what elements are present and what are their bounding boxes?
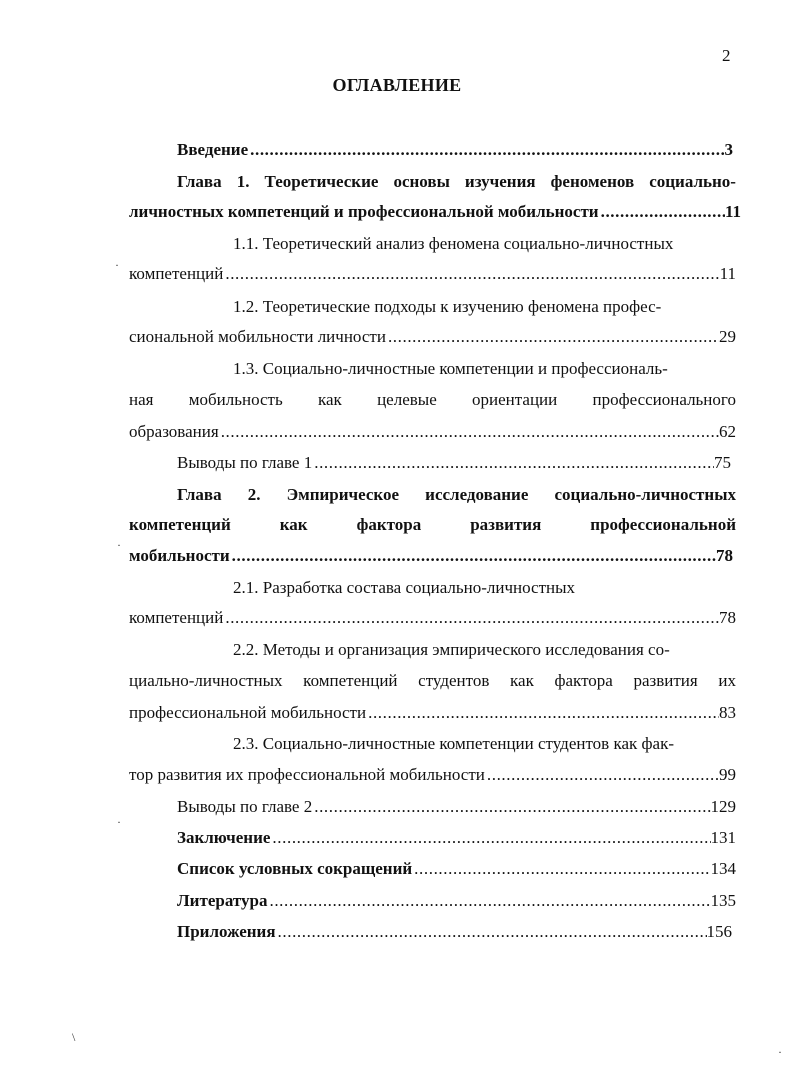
toc-section-1-2-line-2[interactable]: сиональной мобильности личности ..... 29 [129, 326, 736, 348]
page-number: 2 [722, 46, 731, 65]
toc-section-2-2-line-1[interactable]: 2.2. Методы и организация эмпирического исследования со- [233, 640, 670, 659]
toc-conclusions-chapter-1[interactable]: Выводы по главе 1 ..... 75 [177, 452, 731, 474]
toc-section-2-3-line-1[interactable]: 2.3. Социально-личностные компетенции студентов как фак- [233, 734, 674, 753]
scan-speck: · [115, 258, 119, 272]
toc-page: 78 [716, 546, 733, 565]
toc-chapter-1-line-1[interactable]: Глава 1. Теоретические основы изучения феноменов социально- [177, 172, 736, 191]
toc-section-1-1-line-1[interactable]: 1.1. Теоретический анализ феномена социально-личностных [233, 234, 674, 253]
scan-speck: · [778, 1045, 782, 1059]
toc-section-1-2-line-1[interactable]: 1.2. Теоретические подходы к изучению феномена профес- [233, 297, 662, 316]
toc-chapter-2-line-1[interactable]: Глава 2. Эмпирическое исследование социально-личностных [177, 485, 736, 504]
toc-entry-conclusion[interactable]: Заключение ..... 131 [177, 827, 736, 849]
toc-section-2-3-line-2[interactable]: тор развития их профессиональной мобильности ..... 99 [129, 764, 736, 786]
toc-page: 131 [710, 828, 736, 847]
toc-page: 11 [724, 202, 741, 221]
toc-page: 78 [719, 608, 736, 627]
toc-section-1-3-line-3[interactable]: образования ..... 62 [129, 421, 736, 443]
toc-page: 99 [719, 765, 736, 784]
toc-section-2-1-line-2[interactable]: компетенций ..... 78 [129, 607, 736, 629]
toc-section-1-3-line-1[interactable]: 1.3. Социально-личностные компетенции и профессиональ- [233, 359, 668, 378]
toc-section-2-1-line-1[interactable]: 2.1. Разработка состава социально-личностных [233, 578, 576, 597]
toc-entry-abbreviations[interactable]: Список условных сокращений ..... 134 [177, 858, 736, 880]
toc-chapter-2-line-3[interactable]: мобильности ..... 78 [129, 545, 733, 567]
scan-speck: · [117, 815, 121, 829]
toc-page: 129 [710, 797, 736, 816]
toc-section-1-1-line-2[interactable]: компетенций ..... 11 [129, 263, 736, 285]
toc-page: 29 [719, 327, 736, 346]
toc-page: 156 [706, 922, 732, 941]
toc-page: 11 [719, 264, 736, 283]
toc-page: 134 [710, 859, 736, 878]
toc-chapter-2-line-2[interactable]: компетенций как фактора развития профессиональной [129, 515, 736, 534]
toc-page: 75 [714, 453, 731, 472]
scan-speck: · [117, 538, 121, 552]
toc-section-1-3-line-2[interactable]: ная мобильность как целевые ориентации профессионального [129, 390, 736, 409]
page-title: ОГЛАВЛЕНИЕ [332, 75, 462, 95]
toc-page: 3 [724, 140, 733, 159]
scan-speck: \ [72, 1030, 76, 1044]
toc-page: 135 [710, 891, 736, 910]
toc-section-2-2-line-3[interactable]: профессиональной мобильности ..... 83 [129, 702, 736, 724]
toc-entry-literature[interactable]: Литература ..... 135 [177, 890, 736, 912]
toc-label: Введение [177, 140, 249, 159]
toc-section-2-2-line-2[interactable]: циально-личностных компетенций студентов как фактора развития их [129, 671, 736, 690]
toc-entry-appendices[interactable]: Приложения ..... 156 [177, 921, 732, 943]
toc-entry-intro[interactable] [177, 139, 733, 161]
toc-conclusions-chapter-2[interactable]: Выводы по главе 2 ..... 129 [177, 796, 736, 818]
toc-chapter-1-line-2[interactable]: личностных компетенций и профессиональной мобильности ..... 11 [129, 201, 741, 223]
toc-page: 83 [719, 703, 736, 722]
toc-page: 62 [719, 422, 736, 441]
